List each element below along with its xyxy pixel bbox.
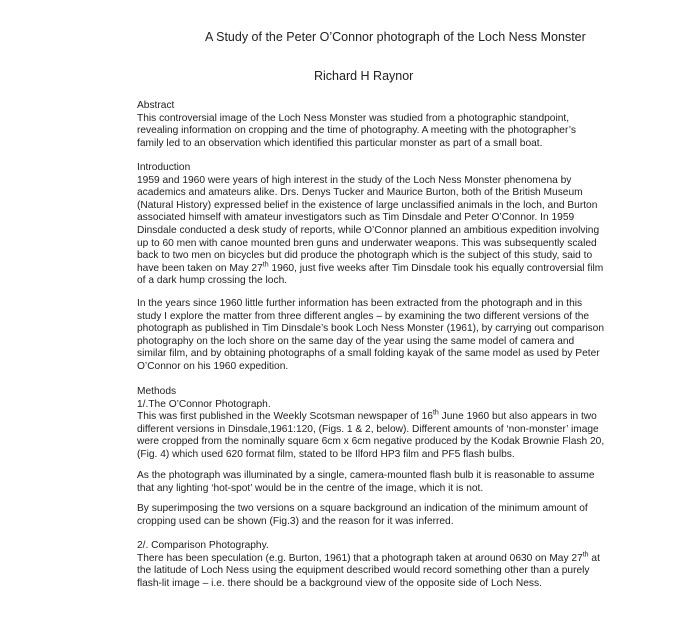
methods-section-2 bbox=[137, 470, 605, 495]
intro-p1-text-b: 1960, just five weeks after Tim Dinsdale took his equally controversial film of a dark hump crossing the loch. bbox=[137, 262, 604, 287]
abstract-text: This controversial image of the Loch Ness Monster was studied from a photographic standpoint, revealing information on cropping and the time of photography. A meeting with the photographer’s family led to an observation which identified this particular monster as part of a small boat. bbox=[137, 112, 576, 149]
introduction-paragraph-1 bbox=[137, 175, 605, 288]
methods-paragraph-4 bbox=[137, 553, 605, 591]
methods-p4-superscript: th bbox=[582, 551, 589, 559]
paper-title: A Study of the Peter O’Connor photograph of the Loch Ness Monster bbox=[205, 30, 586, 44]
methods-heading: Methods bbox=[137, 386, 177, 397]
methods-paragraph-2: As the photograph was illuminated by a single, camera-mounted flash bulb it is reasonable to assume that any lighting ‘hot-spot’ would be in the centre of the image, which it is not. bbox=[137, 470, 595, 494]
methods-paragraph-1 bbox=[137, 411, 605, 461]
methods-section-3 bbox=[137, 503, 605, 528]
introduction-section-2 bbox=[137, 298, 605, 374]
abstract-section bbox=[137, 100, 605, 150]
abstract-heading: Abstract bbox=[137, 100, 175, 111]
introduction-section bbox=[137, 162, 605, 288]
methods-p1-superscript: th bbox=[432, 409, 439, 417]
methods-subheading-1: 1/.The O’Connor Photograph. bbox=[137, 398, 271, 410]
methods-p4-text-b: at the latitude of Loch Ness using the equipment described would record something other than a purely flash-lit image – i.e. there should be a background view of the opposite side of Loch Ness. bbox=[137, 552, 600, 589]
intro-p1-text-a: 1959 and 1960 were years of high interest in the study of the Loch Ness Monster phenomena by academics and amateurs alike. Drs. Denys Tucker and Maurice Burton, both of the British Museum (Natural History) expressed belief in the existence of large unclassified animals in the loch, and Burton associated himself with amateur investigators such as Tim Dinsdale and Peter O’Connor. In 1959 Dinsdale conducted a desk study of reports, while O’Connor planned an ambitious expedition involving up to 60 men with canoe mounted bren guns and underwater weapons. This was subsequently scaled back to two men on bicycles but did produce the photograph which is the subject of this study, said to have been taken on May 27 bbox=[137, 174, 600, 274]
introduction-paragraph-2: In the years since 1960 little further information has been extracted from the photograph and in this study I explore the matter from three different angles – by examining the two different versions of the photograph as published in Tim Dinsdale’s book Loch Ness Monster (1961), by carrying out comparison photography on the loch shore on the same day of the year using the same model of camera and similar film, and by obtaining photographs of a small folding kayak of the same model as used by Peter O’Connor on his 1960 expedition. bbox=[137, 298, 604, 372]
methods-section bbox=[137, 386, 605, 462]
author-name: Richard H Raynor bbox=[314, 69, 414, 83]
intro-p1-superscript: th bbox=[262, 261, 269, 269]
methods-p1-text-a: This was first published in the Weekly Scotsman newspaper of 16 bbox=[137, 411, 433, 423]
methods-paragraph-3: By superimposing the two versions on a square background an indication of the minimum amount of cropping used can be shown (Fig.3) and the reason for it was inferred. bbox=[137, 503, 588, 527]
methods-section-4 bbox=[137, 540, 605, 590]
methods-p1-text-b: June 1960 but also appears in two different versions in Dinsdale,1961:120, (Figs. 1 & 2, below). Different amounts of ‘non-monster’ image were cropped from the nominally square 6cm x 6cm negative produced by the Kodak Brownie Flash 20, (Fig. 4) which used 620 format film, stated to be Ilford HP3 film and PF5 flash bulbs. bbox=[137, 411, 605, 460]
methods-p4-text-a: There has been speculation (e.g. Burton, 1961) that a photograph taken at around 0630 on May 27 bbox=[137, 552, 583, 564]
methods-subheading-2: 2/. Comparison Photography. bbox=[137, 540, 269, 551]
introduction-heading: Introduction bbox=[137, 162, 191, 173]
